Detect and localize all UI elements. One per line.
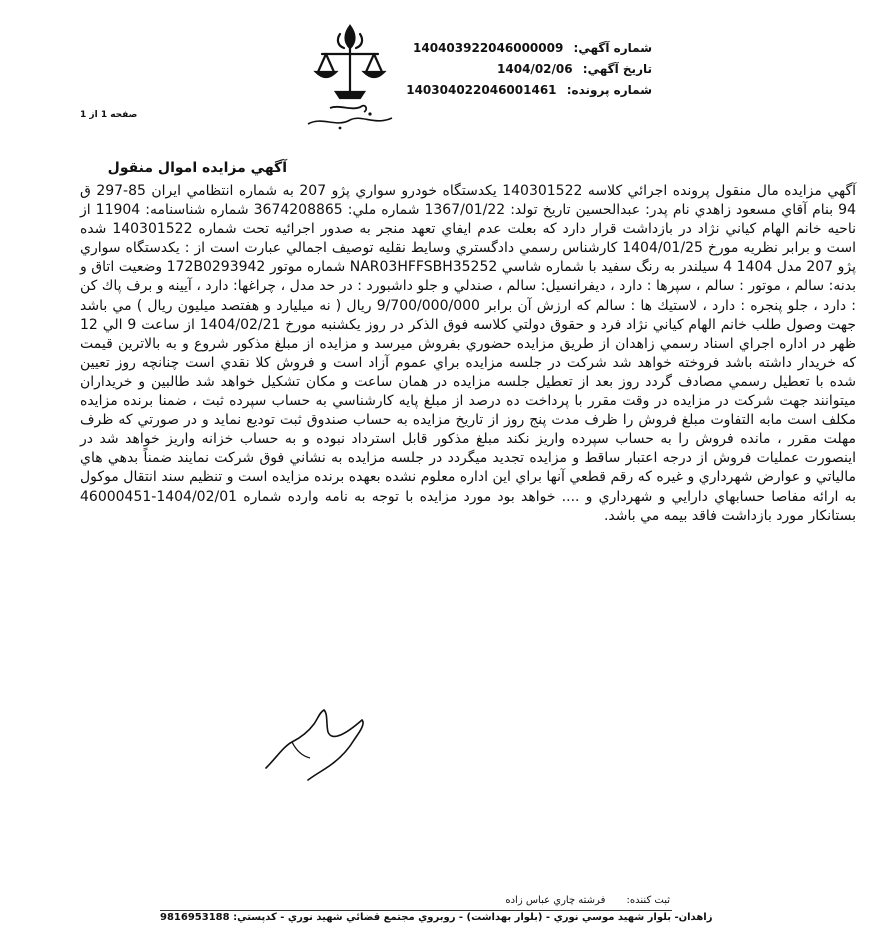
notice-number: 140403922046000009	[413, 41, 564, 55]
notice-date-label: تاريخ آگهي:	[582, 62, 652, 76]
notice-body	[80, 182, 856, 526]
notice-date: 1404/02/06	[497, 62, 573, 76]
file-number-label: شماره پرونده:	[566, 83, 652, 97]
notice-date-row	[406, 59, 652, 80]
document-title: آگهي مزايده اموال منقول	[107, 160, 287, 176]
notice-meta	[406, 38, 652, 101]
notice-number-label: شماره آگهي:	[573, 41, 652, 55]
footer-divider	[160, 910, 672, 911]
judiciary-emblem-logo	[300, 20, 400, 132]
handwritten-signature	[262, 698, 372, 786]
page-indicator: صفحه 1 از 1	[80, 110, 138, 120]
file-number-row	[406, 80, 652, 101]
notice-body-text: آگهي مزايده مال منقول پرونده اجرائي كلاسه 140301522 يكدستگاه خودرو سواري پژو 207 به شماره انتظامي ايران 85-297 ق 94 بنام آقاي مسعود زاهدي نام پدر: عبدالحسين تاريخ تولد: 1367/01/22 شماره ملي: 3674208865 شماره شناسنامه: 11904 از ناحيه خانم الهام كياني نژاد در بازداشت قرار دارد كه بعلت عدم ايفاي تعهد منجر به صدور اجرائيه تحت شماره 140301522 شده است و برابر نظريه مورخ 1404/01/25 كارشناس رسمي دادگستري وسايط نقليه توصيف اجمالي عبارت است از : يكدستگاه سواري پژو 207 مدل 1404 4 سيلندر به رنگ سفيد با شماره شاسي NAR03HFFSBH35252 شماره موتور 172B0293942 وضعيت اتاق و بدنه: سالم ، موتور : سالم ، سپرها : دارد ، ديفرانسيل: سالم ، صندلي و جلو داشبورد : در حد مدل ، چراغها: دارد ، آيينه و برف پاك كن : دارد ، جلو پنجره : دارد ، لاستيك ها : سالم كه ارزش آن برابر 9/700/000/000 ريال ( نه ميليارد و هفتصد ميليون ريال ) مي باشد جهت وصول طلب خانم الهام كياني نژاد فرد و حقوق دولتي كلاسه فوق الذكر در روز يكشنبه مورخ 1404/02/21 از ساعت 9 الي 12 ظهر در اداره اجراي اسناد رسمي زاهدان از طريق مزايده حضوري بفروش ميرسد و مزايده از مبلغ مذكور شروع و به بالاترين قيمت كه خريدار داشته باشد فروخته خواهد شد شركت در جلسه مزايده براي عموم آزاد است و فروش كلا نقدي است چنانچه روز تعيين شده با تعطيل رسمي مصادف گردد روز بعد از تعطيل جلسه مزايده در همان ساعت و مكان تشكيل خواهد شد طالبين و خريداران ميتوانند جهت شركت در مزايده در وقت مقرر با پرداخت ده درصد از مبلغ پايه كارشناسي به حساب سپرده ثبت ، ضمنا برنده مزايده مكلف است مابه التفاوت مبلغ فروش را ظرف مدت پنج روز از تاريخ مزايده به حساب صندوق ثبت توديع نمايد و در صورتي كه ظرف مهلت مقرر ، مانده فروش را به حساب سپرده واريز نكند مبلغ مذكور قابل استرداد نبوده و به حساب خزانه واريز خواهد شد در اينصورت عمليات فروش از درجه اعتبار ساقط و مزايده تجديد ميگردد در جلسه مزايده به نشاني فوق شركت نمايند ضمناً بدهي هاي مالياتي و عوارض شهرداري و غيره كه رقم قطعي آنها براي اين اداره معلوم نشده بعهده برنده مزايده است و تنظيم سند انتقال موكول به ارائه مفاصا حسابهاي دارايي و شهرداري و .... خواهد بود مورد مزايده با توجه به نامه وارده شماره 1404/02/01-46000451 بستانكار مورد بازداشت فاقد بيمه مي باشد.	[80, 183, 857, 524]
registrar-name: فرشته چاري عباس زاده	[505, 895, 606, 906]
registrar	[505, 895, 670, 906]
file-number: 140304022046001461	[406, 83, 557, 97]
notice-number-row	[406, 38, 652, 59]
registrar-label: ثبت كننده:	[626, 895, 670, 906]
footer-address: زاهدان- بلوار شهيد موسي نوري - (بلوار بهداشت) - روبروي مجتمع قضائي شهيد نوري - كدپستي: 9816953188	[160, 912, 713, 923]
